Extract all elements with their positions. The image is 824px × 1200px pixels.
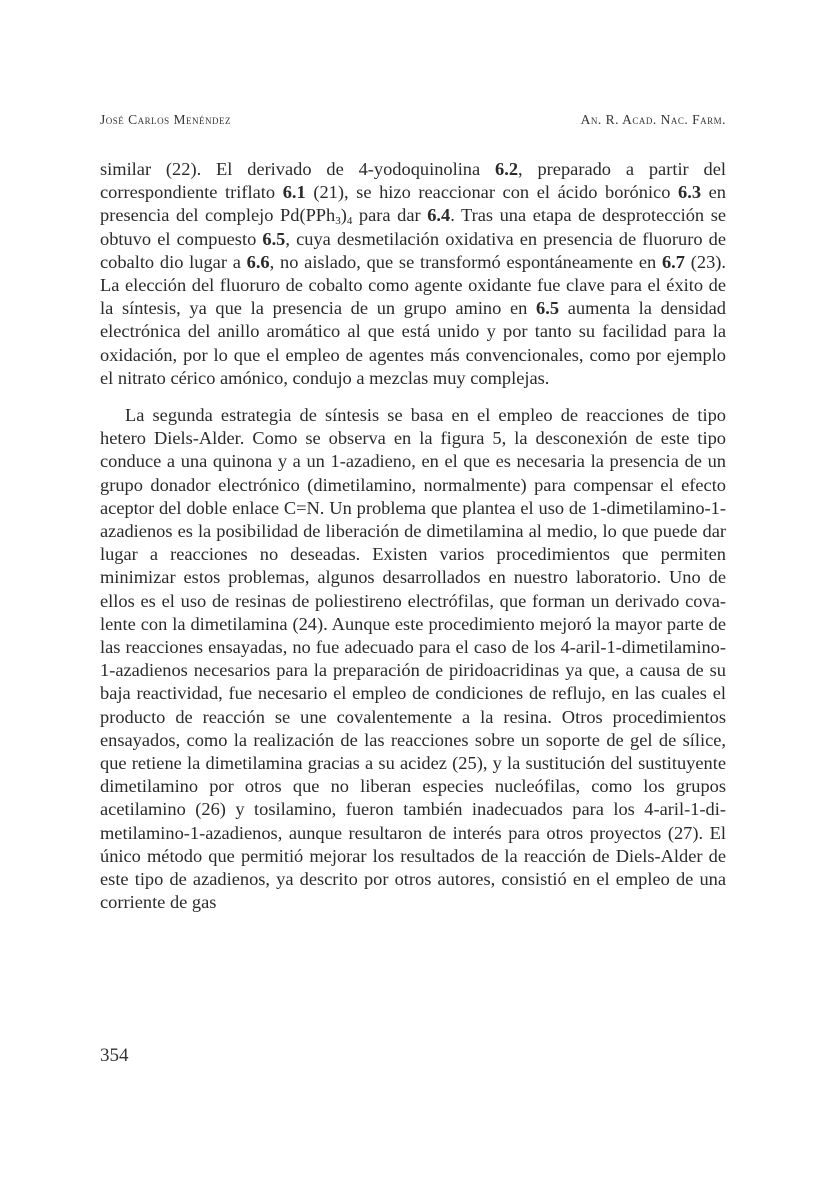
- text-run: , preparado a partir del correspondiente triflato: [100, 159, 726, 203]
- text-run: en presencia del complejo Pd(PPh: [100, 182, 726, 226]
- text-run: . Tras una etapa de desprotección se obtuvo el compuesto: [100, 205, 727, 249]
- running-head-author: José Carlos Menéndez: [100, 112, 232, 127]
- text-run: para dar: [352, 205, 428, 226]
- text-run: , no aislado, que se transformó espontáneamente en: [269, 251, 662, 272]
- paragraph-1: [100, 158, 726, 390]
- running-head-journal: An. R. Acad. Nac. Farm.: [580, 112, 726, 127]
- compound-ref: 6.7: [661, 251, 685, 272]
- compound-ref: 6.6: [246, 251, 270, 272]
- text-run: , cuya desmetilación oxidativa en presencia de fluoruro de cobalto dio lugar a: [100, 228, 726, 272]
- compound-ref: 6.4: [427, 205, 451, 226]
- compound-ref: 6.2: [495, 159, 519, 179]
- running-head: [100, 112, 726, 132]
- text-run: aumenta la densidad electrónica del anillo aromático al que está unido y por tanto su facilidad para la oxidación, por lo que el empleo de agentes más convencionales, como por ejemplo el nitrato cérico amónico, condujo a mezclas muy complejas.: [100, 298, 726, 388]
- subscript: 4: [346, 215, 353, 228]
- paragraph-2: La segunda estrategia de síntesis se basa en el empleo de reacciones de tipo hetero Diels-Alder. Como se observa en la figura 5, la desconexión de este tipo conduce a una quinona y a un 1-azadieno, en el que es necesaria la presencia de un grupo donador electrónico (dimetilamino, normalmente) para compensar el efecto aceptor del doble enlace C=N. Un problema que plantea el uso de 1-dimetilamino-1-azadienos es la posibilidad de liberación de dimetilamina al medio, lo que puede dar lugar a reacciones no deseadas. Existen varios procedimientos que permiten minimizar estos problemas, algunos desarrollados en nuestro laboratorio. Uno de ellos es el uso de resinas de poliestireno electrófilas, que forman un derivado covalente con la dimetilamina (24). Aunque este procedimiento mejoró la mayor parte de las reacciones ensayadas, no fue adecuado para el caso de los 4-aril-1-dimetilamino-1-azadienos necesarios para la preparación de piridoacridinas ya que, a causa de su baja reactividad, fue necesario el empleo de condiciones de reflujo, en las cuales el producto de reacción se une covalentemente a la resina. Otros procedimientos ensayados, como la realización de las reacciones sobre un soporte de gel de sílice, que retiene la dimetilamina gracias a su acidez (25), y la sustitución del sustituyente dimetilamino por otros que no liberan especies nucleófilas, como los grupos acetilamino (26) y tosilamino, fueron también inadecuados para los 4-aril-1-dimetilamino-1-azadienos, aunque resultaron de interés para otros proyectos (27). El único método que permitió mejorar los resultados de la reacción de Diels-Alder de este tipo de azadienos, ya descrito por otros autores, consistió en el empleo de una corriente de gas: [100, 405, 726, 913]
- compound-ref: 6.1: [282, 182, 306, 203]
- text-run: ): [340, 205, 347, 226]
- text-run: similar (22). El derivado de 4-yodoquinolina: [100, 159, 496, 179]
- text-run: (23). La elección del fluoruro de cobalto como agente oxidante fue clave para el éxito de la síntesis, ya que la presencia de un grupo amino en: [100, 251, 726, 319]
- compound-ref: 6.5: [536, 298, 560, 319]
- text-run: (21), se hizo reaccionar con el ácido borónico: [305, 182, 679, 203]
- subscript: 3: [335, 215, 341, 228]
- body-text: [100, 158, 726, 915]
- compound-ref: 6.3: [678, 182, 702, 203]
- compound-ref: 6.5: [262, 228, 286, 249]
- page-number: 354: [100, 1045, 129, 1066]
